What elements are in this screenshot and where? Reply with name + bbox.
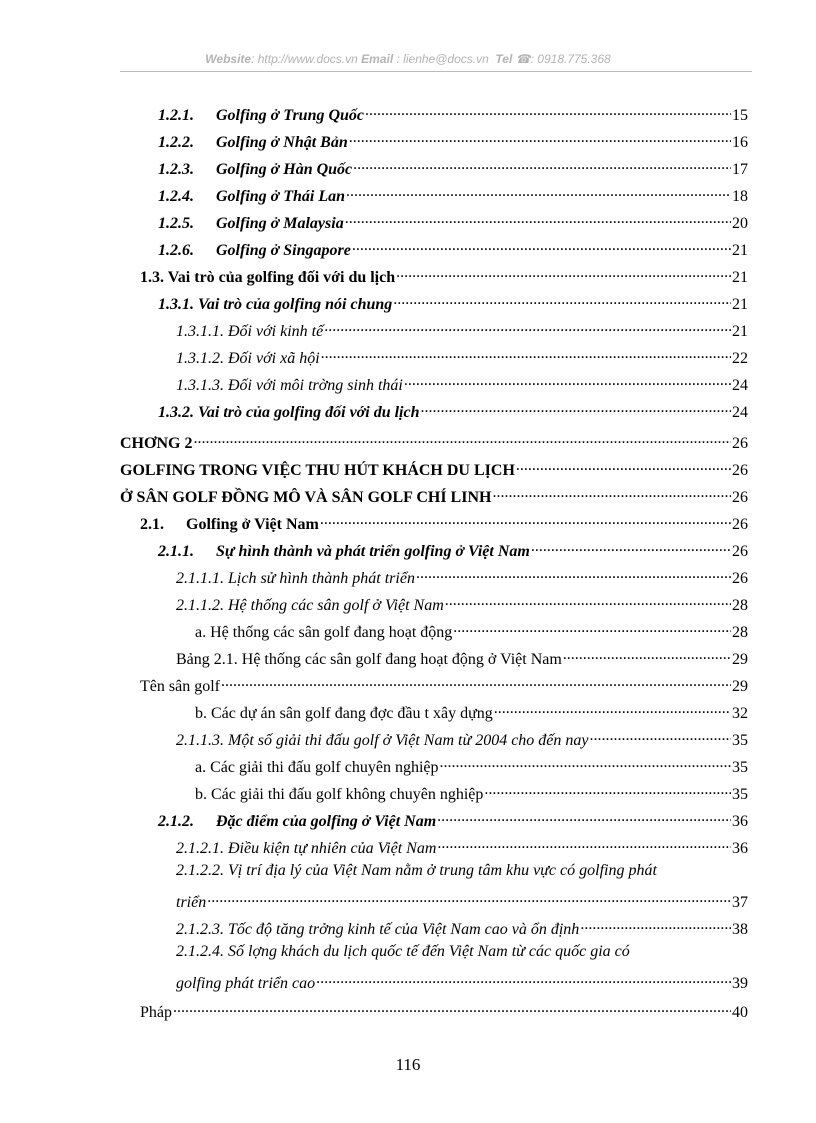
toc-entry-first-line[interactable]: 2.1.2.2. Vị trí địa lý của Việt Nam nằm ở trung tâm khu vực có golfing phát [176, 862, 657, 879]
toc-entry[interactable]: Tên sân golf ..... 29 [140, 673, 748, 696]
page-number: 116 [395, 1055, 421, 1074]
toc-entry[interactable]: golfing phát triển cao ..... 39 [176, 970, 748, 993]
toc-entry[interactable]: GOLFING TRONG VIỆC THU HÚT KHÁCH DU LỊCH ..... 26 [120, 457, 748, 480]
toc-entry-first-line[interactable]: 2.1.2.4. Số lợng khách du lịch quốc tế đến Việt Nam từ các quốc gia có [176, 943, 630, 960]
toc-entry[interactable]: 1.2.5. Golfing ở Malaysia ..... 20 [158, 210, 748, 233]
website-label: Website [205, 52, 252, 66]
website-value: : http://www.docs.vn [251, 52, 358, 66]
toc-entry[interactable]: 1.2.6. Golfing ở Singapore ..... 21 [158, 237, 748, 260]
toc-entry[interactable]: Pháp ..... 40 [140, 999, 748, 1022]
toc-entry[interactable]: triển ..... 37 [176, 889, 748, 912]
toc-entry[interactable]: 1.2.3. Golfing ở Hàn Quốc ..... 17 [158, 156, 748, 179]
tel-value: : 0918.775.368 [530, 52, 611, 66]
toc-entry[interactable]: CHƠNG 2 ..... 26 [120, 430, 748, 453]
toc-entry[interactable]: a. Các giải thi đấu golf chuyên nghiệp ..... 35 [195, 754, 748, 777]
email-value: : lienhe@docs.vn [396, 52, 489, 66]
email-label: Email [361, 52, 394, 66]
toc-entry[interactable]: b. Các dự án sân golf đang đợc đầu t xây dựng ..... 32 [195, 700, 748, 723]
toc-entry[interactable]: 2.1.2.3. Tốc độ tăng trởng kinh tế của Việt Nam cao và ổn định ..... 38 [176, 916, 748, 939]
toc-entry[interactable]: 1.2.2. Golfing ở Nhật Bản ..... 16 [158, 129, 748, 152]
toc-entry[interactable]: 1.3.2. Vai trò của golfing đối với du lịch ..... 24 [158, 399, 748, 422]
toc-entry[interactable]: 1.3.1.2. Đối với xã hội ..... 22 [176, 345, 748, 368]
toc-entry[interactable]: Ở SÂN GOLF ĐỒNG MÔ VÀ SÂN GOLF CHÍ LINH ..... 26 [120, 484, 748, 507]
toc-entry[interactable]: 1.3. Vai trò của golfing đối với du lịch ..... 21 [140, 264, 748, 287]
toc-entry[interactable]: 1.3.1.3. Đối với môi trờng sinh thái ..... 24 [176, 372, 748, 395]
toc-entry[interactable]: 1.3.1. Vai trò của golfing nói chung ..... 21 [158, 291, 748, 314]
toc-entry[interactable]: 2.1. Golfing ở Việt Nam ..... 26 [140, 511, 748, 534]
toc-entry[interactable]: a. Hệ thống các sân golf đang hoạt động ..... 28 [195, 619, 748, 642]
toc-entry[interactable]: 2.1.2. Đặc điểm của golfing ở Việt Nam ..... 36 [158, 808, 748, 831]
toc-entry[interactable]: 2.1.2.1. Điều kiện tự nhiên của Việt Nam ..... 36 [176, 835, 748, 858]
tel-label: Tel [495, 52, 513, 66]
toc-entry[interactable]: 1.2.1. Golfing ở Trung Quốc ..... 15 [158, 102, 748, 125]
toc-entry[interactable]: 2.1.1. Sự hình thành và phát triển golfing ở Việt Nam ..... 26 [158, 538, 748, 561]
toc-entry[interactable]: 2.1.1.3. Một số giải thi đấu golf ở Việt Nam từ 2004 cho đến nay ..... 35 [176, 727, 748, 750]
header-rule [120, 71, 752, 72]
page-header [0, 52, 816, 66]
phone-icon: ☎ [515, 52, 531, 66]
toc-entry[interactable]: 2.1.1.1. Lịch sử hình thành phát triển ..... 26 [176, 565, 748, 588]
toc-entry[interactable]: 2.1.1.2. Hệ thống các sân golf ở Việt Nam ..... 28 [176, 592, 748, 615]
toc-entry[interactable]: 1.3.1.1. Đối với kinh tế ..... 21 [176, 318, 748, 341]
toc-entry[interactable]: 1.2.4. Golfing ở Thái Lan ..... 18 [158, 183, 748, 206]
toc-entry[interactable]: Bảng 2.1. Hệ thống các sân golf đang hoạt động ở Việt Nam ..... 29 [176, 646, 748, 669]
toc-entry[interactable]: b. Các giải thi đấu golf không chuyên nghiệp ..... 35 [195, 781, 748, 804]
